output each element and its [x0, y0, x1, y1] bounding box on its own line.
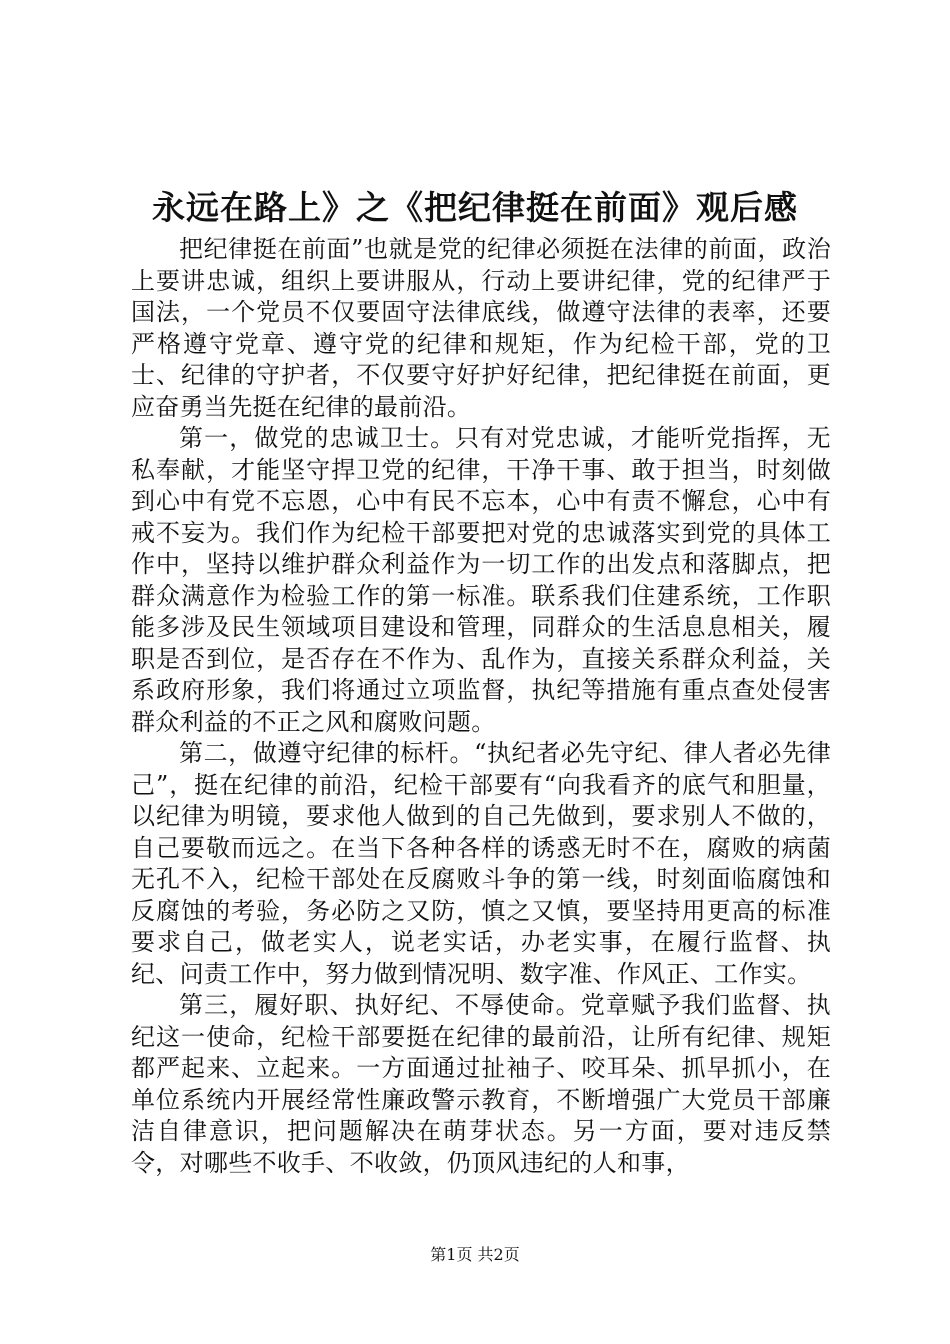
- page-number: 第1页 共2页: [430, 1245, 520, 1264]
- paragraph-intro: 把纪律挺在前面”也就是党的纪律必须挺在法律的前面，政治上要讲忠诚，组织上要讲服从，行动上要讲纪律，党的纪律严于国法，一个党员不仅要固守法律底线，做遵守法律的表率，还要严格遵守党章、遵守党的纪律和规矩，作为纪检干部，党的卫士、纪律的守护者，不仅要守好护好纪律，把纪律挺在前面，更应奋勇当先挺在纪律的最前沿。: [131, 235, 831, 421]
- paragraph-first-point: 第一，做党的忠诚卫士。只有对党忠诚，才能听党指挥，无私奉献，才能坚守捍卫党的纪律，干净干事、敢于担当，时刻做到心中有党不忘恩，心中有民不忘本，心中有责不懈怠，心中有戒不妄为。我们作为纪检干部要把对党的忠诚落实到党的具体工作中，坚持以维护群众利益作为一切工作的出发点和落脚点，把群众满意作为检验工作的第一标准。联系我们住建系统，工作职能多涉及民生领域项目建设和管理，同群众的生活息息相关，履职是否到位，是否存在不作为、乱作为，直接关系群众利益，关系政府形象，我们将通过立项监督，执纪等措施有重点查处侵害群众利益的不正之风和腐败问题。: [131, 424, 831, 736]
- paragraph-second-point: 第二，做遵守纪律的标杆。“执纪者必先守纪、律人者必先律己”，挺在纪律的前沿，纪检干部要有“向我看齐的底气和胆量，以纪律为明镜，要求他人做到的自己先做到，要求别人不做的，自己要敬而远之。在当下各种各样的诱惑无时不在，腐败的病菌无孔不入，纪检干部处在反腐败斗争的第一线，时刻面临腐蚀和反腐蚀的考验，务必防之又防，慎之又慎，要坚持用更高的标准要求自己，做老实人，说老实话，办老实事，在履行监督、执纪、问责工作中，努力做到情况明、数字准、作风正、工作实。: [131, 739, 831, 988]
- page-footer: [0, 1244, 950, 1266]
- document-title: 永远在路上》之《把纪律挺在前面》观后感: [152, 188, 798, 227]
- document-body: [131, 234, 831, 1179]
- paragraph-third-point: 第三，履好职、执好纪、不辱使命。党章赋予我们监督、执纪这一使命，纪检干部要挺在纪律的最前沿，让所有纪律、规矩都严起来、立起来。一方面通过扯袖子、咬耳朵、抓早抓小，在单位系统内开展经常性廉政警示教育，不断增强广大党员干部廉洁自律意识，把问题解决在萌芽状态。另一方面，要对违反禁令，对哪些不收手、不收敛，仍顶风违纪的人和事，: [131, 991, 831, 1177]
